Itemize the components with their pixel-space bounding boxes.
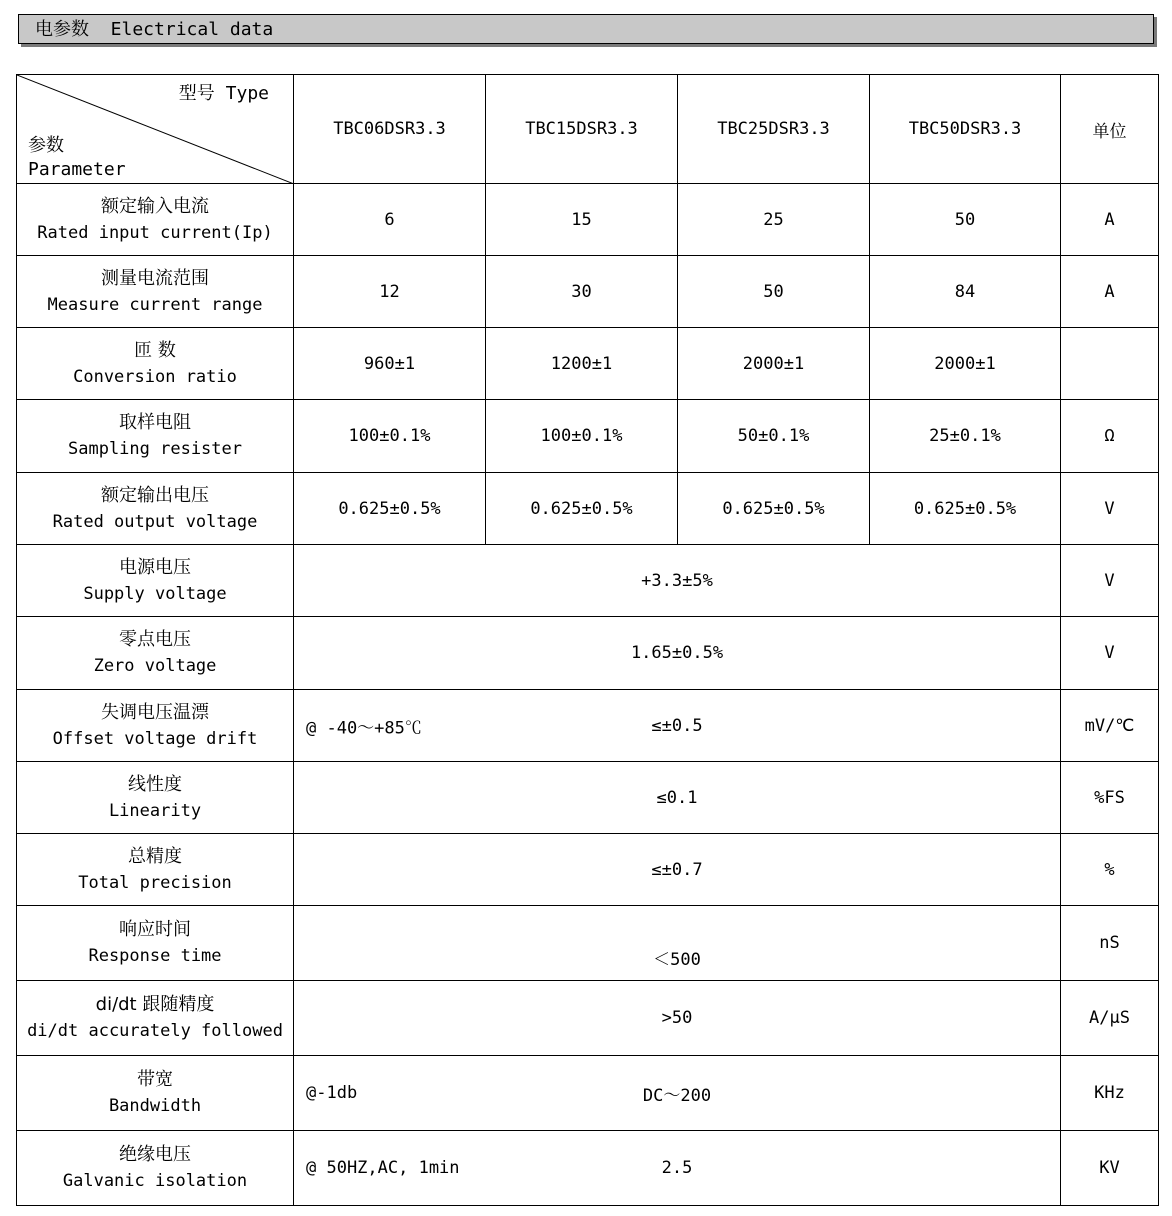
value-cell: 12 [294, 256, 486, 328]
test-condition: @ -40～+85℃ [306, 718, 422, 738]
table-row [17, 1131, 1159, 1206]
value-cell: 50 [870, 184, 1061, 256]
table-row [17, 762, 1159, 834]
table-row [17, 617, 1159, 690]
value-cell [294, 690, 1061, 762]
value-cell: 6 [294, 184, 486, 256]
unit-cell: A [1061, 256, 1159, 328]
value-cell [294, 906, 1061, 981]
parameter-cell: 取样电阻 Sampling resister [17, 400, 294, 473]
value-cell: 0.625±0.5% [678, 473, 870, 545]
table-row [17, 400, 1159, 473]
value-cell: 960±1 [294, 328, 486, 400]
parameter-cell: 绝缘电压 Galvanic isolation [17, 1131, 294, 1206]
unit-cell: %FS [1061, 762, 1159, 834]
parameter-label-en: Parameter [28, 159, 126, 180]
table-row [17, 328, 1159, 400]
unit-cell: V [1061, 617, 1159, 690]
unit-cell: V [1061, 545, 1159, 617]
parameter-cell: 带宽 Bandwidth [17, 1056, 294, 1131]
value-cell: 0.625±0.5% [294, 473, 486, 545]
test-condition: @ 50HZ,AC, 1min [306, 1158, 460, 1178]
value-text: ≤±0.5 [651, 715, 703, 736]
table-row [17, 981, 1159, 1056]
unit-cell: Ω [1061, 400, 1159, 473]
value-cell: 0.625±0.5% [870, 473, 1061, 545]
unit-cell: A [1061, 184, 1159, 256]
unit-cell: KV [1061, 1131, 1159, 1206]
value-cell: +3.3±5% [294, 545, 1061, 617]
value-cell: 100±0.1% [294, 400, 486, 473]
parameter-cell: 匝 数 Conversion ratio [17, 328, 294, 400]
model-header: TBC06DSR3.3 [294, 75, 486, 184]
table-row [17, 184, 1159, 256]
value-cell: 0.625±0.5% [486, 473, 678, 545]
table-row [17, 690, 1159, 762]
table-header-row [17, 75, 1159, 184]
test-condition: @-1db [306, 1083, 358, 1103]
value-cell: ≤0.1 [294, 762, 1061, 834]
section-title-bar: 电参数 Electrical data [18, 14, 1154, 44]
value-cell: 100±0.1% [486, 400, 678, 473]
unit-cell: KHz [1061, 1056, 1159, 1131]
parameter-cell: 线性度 Linearity [17, 762, 294, 834]
value-text: ＜500 [653, 950, 701, 970]
value-cell: 2000±1 [678, 328, 870, 400]
value-cell: 1.65±0.5% [294, 617, 1061, 690]
table-row [17, 1056, 1159, 1131]
unit-header: 单位 [1061, 75, 1159, 184]
value-cell: 84 [870, 256, 1061, 328]
unit-cell: % [1061, 834, 1159, 906]
parameter-cell: 测量电流范围 Measure current range [17, 256, 294, 328]
table-row [17, 473, 1159, 545]
value-cell: 50 [678, 256, 870, 328]
parameter-cell: 额定输入电流 Rated input current(Ip) [17, 184, 294, 256]
value-cell: 50±0.1% [678, 400, 870, 473]
parameter-cell: 响应时间 Response time [17, 906, 294, 981]
value-cell: 2000±1 [870, 328, 1061, 400]
table-row [17, 834, 1159, 906]
unit-cell: A/μS [1061, 981, 1159, 1056]
type-parameter-header [17, 75, 294, 184]
value-text: 2.5 [661, 1158, 693, 1178]
table-row [17, 545, 1159, 617]
value-cell: 15 [486, 184, 678, 256]
table-row [17, 906, 1159, 981]
value-cell [294, 1056, 1061, 1131]
unit-cell [1061, 328, 1159, 400]
value-cell: 25 [678, 184, 870, 256]
parameter-cell: 总精度 Total precision [17, 834, 294, 906]
electrical-data-table [16, 74, 1159, 1206]
value-cell: 25±0.1% [870, 400, 1061, 473]
unit-cell: mV/℃ [1061, 690, 1159, 762]
model-header: TBC25DSR3.3 [678, 75, 870, 184]
parameter-cell: 电源电压 Supply voltage [17, 545, 294, 617]
parameter-cell: 额定输出电压 Rated output voltage [17, 473, 294, 545]
parameter-cell: 零点电压 Zero voltage [17, 617, 294, 690]
value-cell: 1200±1 [486, 328, 678, 400]
table-row [17, 256, 1159, 328]
type-label: 型号 Type [178, 83, 269, 104]
value-cell [294, 1131, 1061, 1206]
value-cell: ≤±0.7 [294, 834, 1061, 906]
value-cell: >50 [294, 981, 1061, 1056]
parameter-cell: di/dt 跟随精度 di/dt accurately followed [17, 981, 294, 1056]
parameter-label-cn: 参数 [28, 135, 64, 156]
model-header: TBC15DSR3.3 [486, 75, 678, 184]
model-header: TBC50DSR3.3 [870, 75, 1061, 184]
value-text: DC～200 [642, 1085, 712, 1106]
parameter-cell: 失调电压温漂 Offset voltage drift [17, 690, 294, 762]
value-cell: 30 [486, 256, 678, 328]
unit-cell: V [1061, 473, 1159, 545]
unit-cell: nS [1061, 906, 1159, 981]
